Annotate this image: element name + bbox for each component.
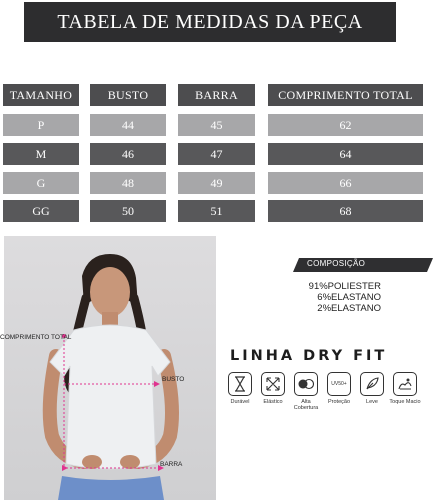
header-busto: BUSTO xyxy=(90,84,166,106)
model-photo xyxy=(4,236,216,500)
composition-tag xyxy=(293,258,433,272)
stretch-arrows-icon xyxy=(261,372,285,396)
feature-alta-cobertura xyxy=(290,372,322,412)
table-cell: 45 xyxy=(178,114,255,136)
table-cell: 64 xyxy=(268,143,423,165)
label-comprimento-total: COMPRIMENTO TOTAL xyxy=(0,334,72,341)
composition-line-1: 91%POLIESTER xyxy=(308,281,381,292)
feature-leve xyxy=(356,372,388,405)
table-cell: 47 xyxy=(178,143,255,165)
label-busto: BUSTO xyxy=(162,376,185,383)
soft-touch-icon xyxy=(393,372,417,396)
table-cell: GG xyxy=(3,200,79,222)
page-title: TABELA DE MEDIDAS DA PEÇA xyxy=(57,10,363,33)
feature-elastico xyxy=(257,372,289,405)
feature-label: Alta Cobertura xyxy=(293,399,319,412)
title-banner xyxy=(24,2,396,42)
table-cell: M xyxy=(3,143,79,165)
model-illustration xyxy=(4,236,216,500)
label-barra: BARRA xyxy=(160,461,183,468)
feather-icon xyxy=(360,372,384,396)
hourglass-icon xyxy=(228,372,252,396)
table-cell: 51 xyxy=(178,200,255,222)
composition-label: COMPOSIÇÃO xyxy=(307,259,366,268)
table-cell: G xyxy=(3,172,79,194)
table-cell: 68 xyxy=(268,200,423,222)
table-cell: 50 xyxy=(90,200,166,222)
feature-label: Elástico xyxy=(263,399,283,405)
uv-shield-icon xyxy=(327,372,351,396)
composition-line-2: 6%ELASTANO xyxy=(317,292,381,303)
feature-label: Durável xyxy=(230,399,250,405)
coverage-icon xyxy=(294,372,318,396)
feature-protecao xyxy=(323,372,355,405)
feature-label: Toque Macio xyxy=(389,399,421,405)
header-tamanho: TAMANHO xyxy=(3,84,79,106)
table-cell: 62 xyxy=(268,114,423,136)
table-cell: 49 xyxy=(178,172,255,194)
feature-duravel xyxy=(224,372,256,405)
table-cell: 48 xyxy=(90,172,166,194)
composition-line-3: 2%ELASTANO xyxy=(317,303,381,314)
table-cell: 46 xyxy=(90,143,166,165)
header-comprimento: COMPRIMENTO TOTAL xyxy=(268,84,423,106)
feature-label: Proteção xyxy=(327,399,350,405)
uv-badge: UV50+ xyxy=(331,381,347,387)
header-barra: BARRA xyxy=(178,84,255,106)
table-cell: P xyxy=(3,114,79,136)
feature-toque-macio xyxy=(389,372,421,405)
feature-label: Leve xyxy=(366,399,378,405)
table-cell: 44 xyxy=(90,114,166,136)
table-cell: 66 xyxy=(268,172,423,194)
product-line-title: LINHA DRY FIT xyxy=(230,348,388,364)
